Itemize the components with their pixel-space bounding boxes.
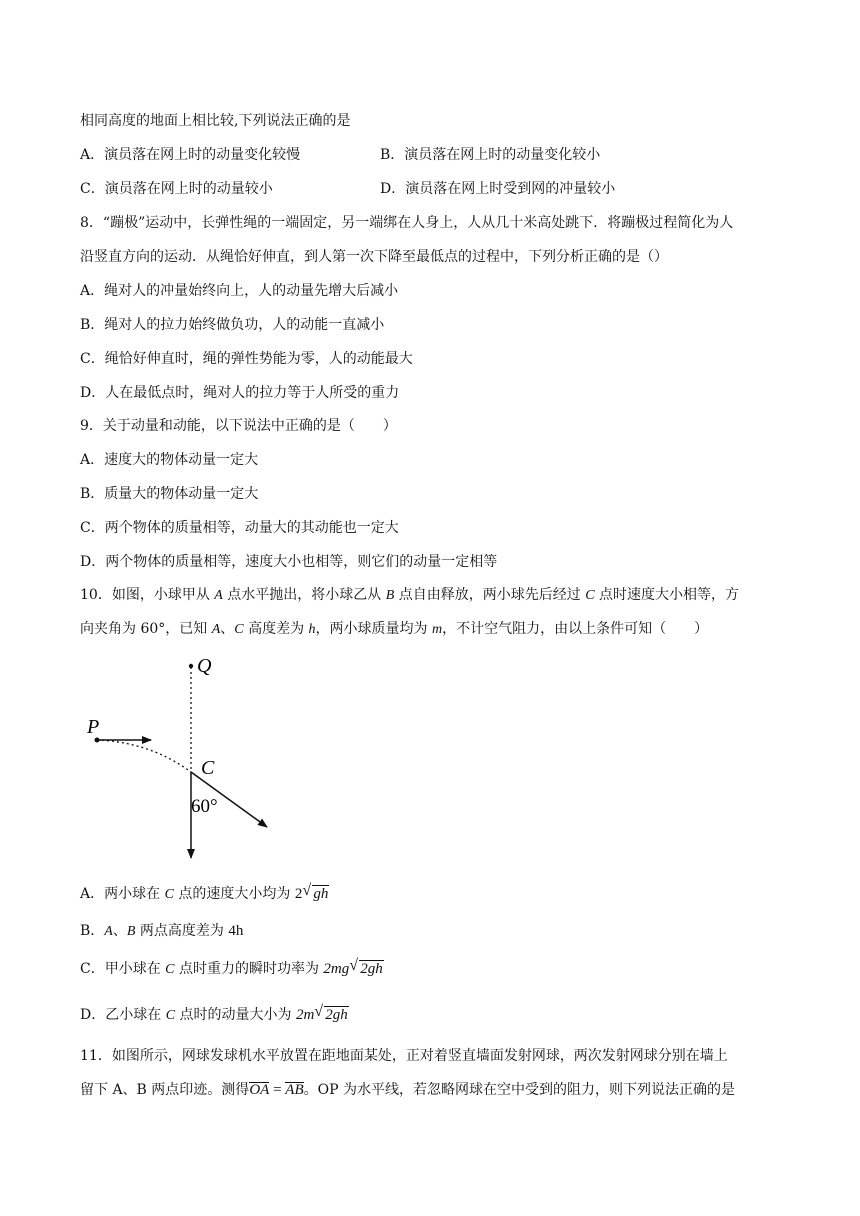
- q8-option-c: C．绳恰好伸直时，绳的弹性势能为零，人的动能最大: [80, 351, 413, 367]
- q10-text: 、: [112, 923, 127, 939]
- q10-var-a: A: [211, 622, 221, 637]
- q10-text: 点时的动量大小为: [175, 1007, 296, 1023]
- q10-var-h: h: [308, 622, 316, 637]
- q10-var-c: C: [165, 1008, 176, 1023]
- q10-text: C．甲小球在: [80, 961, 166, 977]
- q10-var-a: A: [104, 924, 113, 939]
- q9-option-c: C．两个物体的质量相等，动量大的其动能也一定大: [80, 520, 399, 536]
- q9-option-b: B．质量大的物体动量一定大: [80, 486, 259, 502]
- q10-label-c: C: [201, 757, 215, 779]
- q10-figure: [80, 650, 280, 865]
- q10-option-a-formula: 2 √ gh: [294, 882, 329, 902]
- q7-option-row-1: [80, 146, 300, 164]
- q10-option-a: [80, 882, 329, 904]
- q8-option-a: A．绳对人的冲量始终向上，人的动量先增大后减小: [80, 283, 399, 299]
- q10-text: 向夹角为 60°，已知: [80, 621, 212, 637]
- q10-point-q: [189, 664, 193, 668]
- q10-text: A．两小球在: [80, 886, 165, 902]
- q10-text: 点水平抛出，将小球乙从: [222, 587, 386, 603]
- q10-stem-line2: [80, 620, 708, 639]
- q10-var-c: C: [585, 588, 595, 603]
- q9-option-a: A．速度大的物体动量一定大: [80, 452, 259, 468]
- q11-stem-line2: [80, 1081, 735, 1099]
- q8-stem-line2: 沿竖直方向的运动．从绳恰好伸直，到人第一次下降至最低点的过程中，下列分析正确的是（）: [80, 249, 668, 265]
- q10-label-q: Q: [197, 655, 212, 677]
- q10-text: ，两小球质量均为: [315, 621, 432, 637]
- q10-text: 、: [220, 621, 235, 637]
- q10-var-b: B: [126, 924, 136, 939]
- q10-trajectory-curve: [97, 740, 191, 772]
- q7-option-b: B．演员落在网上时的动量变化较小: [380, 147, 601, 163]
- q10-var-c: C: [164, 887, 174, 902]
- q10-option-c-formula: 2mg √ 2gh: [323, 957, 383, 977]
- q10-var-b: B: [385, 588, 395, 603]
- q10-text: 两点高度差为: [135, 923, 229, 939]
- q9-option-d: D．两个物体的质量相等，速度大小也相等，则它们的动量一定相等: [80, 554, 498, 570]
- q9-stem: 9．关于动量和动能，以下说法中正确的是（ ）: [80, 418, 397, 434]
- q11-segment-oa: OA: [249, 1082, 270, 1098]
- q10-text: 点的速度大小均为: [173, 886, 295, 902]
- q7-option-a: A．演员落在网上时的动量变化较慢: [80, 147, 301, 163]
- q10-option-d: [80, 1003, 349, 1025]
- q10-text: 10．如图，小球甲从: [80, 587, 215, 603]
- q11-stem-line1: 11．如图所示，网球发球机水平放置在距地面某处，正对着竖直墙面发射网球，两次发射网球分别在墙上: [80, 1048, 728, 1064]
- q10-text: 高度差为: [243, 621, 309, 637]
- q7-option-c: C．演员落在网上时的动量较小: [80, 181, 273, 197]
- q8-option-b: B．绳对人的拉力始终做负功，人的动能一直减小: [80, 317, 385, 333]
- q11-text: 。OP 为水平线，若忽略网球在空中受到的阻力，则下列说法正确的是: [303, 1082, 735, 1098]
- q10-option-b: [80, 922, 243, 941]
- q11-equals: =: [269, 1082, 286, 1098]
- q10-var-c: C: [234, 622, 244, 637]
- q10-text: B．: [80, 923, 105, 939]
- q10-var-a: A: [214, 588, 223, 603]
- q10-var-c: C: [165, 962, 175, 977]
- q11-segment-ab: AB: [285, 1082, 304, 1098]
- q10-option-c: [80, 957, 384, 979]
- q8-stem-line1: 8．“蹦极”运动中，长弹性绳的一端固定，另一端绑在人身上，人从几十米高处跳下．将蹦极过程简化为人: [80, 215, 734, 231]
- q7-option-d: D．演员落在网上时受到网的冲量较小: [380, 181, 616, 197]
- q10-option-d-formula: 2m √ 2gh: [295, 1003, 348, 1023]
- q10-stem-line1: [80, 586, 739, 605]
- q10-label-p: P: [87, 716, 100, 738]
- q10-text: 点自由释放，两小球先后经过: [394, 587, 586, 603]
- q10-text: D．乙小球在: [80, 1007, 166, 1023]
- q10-text: 点时速度大小相等，方: [594, 587, 739, 603]
- q10-text: ，不计空气阻力，由以上条件可知（ ）: [442, 621, 709, 637]
- q8-option-d: D．人在最低点时，绳对人的拉力等于人所受的重力: [80, 385, 400, 401]
- q10-var-m: m: [431, 622, 443, 637]
- q10-option-b-value: 4h: [228, 923, 244, 939]
- q10-angle-label: 60°: [191, 796, 218, 817]
- q11-text: 留下 A、B 两点印迹。测得: [80, 1082, 250, 1098]
- q10-text: 点时重力的瞬时功率为: [174, 961, 324, 977]
- q7-stem-tail: 相同高度的地面上相比较,下列说法正确的是: [80, 113, 351, 129]
